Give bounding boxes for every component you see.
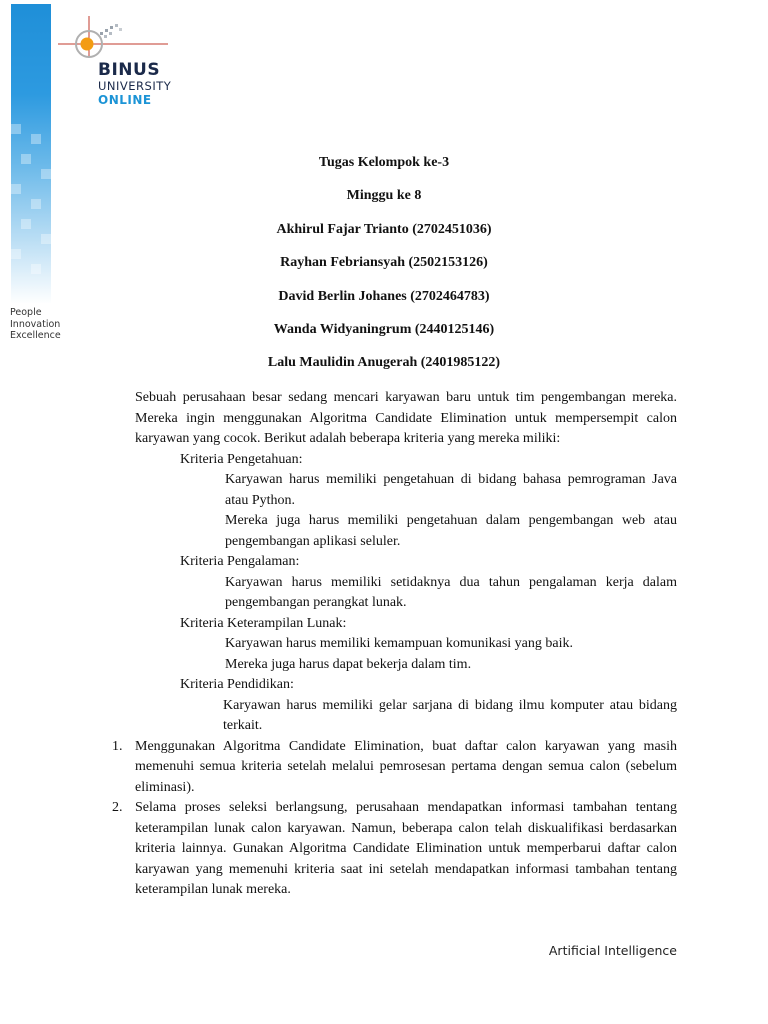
question-number: 2. — [112, 800, 123, 815]
question-number: 1. — [112, 738, 123, 754]
intro-paragraph: Sebuah perusahaan besar sedang mencari karyawan baru untuk tim pengembangan mereka. Mereka ingin menggunakan Algoritma Candidate Elimination untuk mempersempit calon karyawan yang cocok. Berikut adalah beberapa kriteria yang mereka miliki: — [135, 390, 677, 446]
logo-online-text: ONLINE — [98, 93, 152, 107]
question-item — [112, 798, 677, 901]
criteria-heading: Kriteria Pengalaman: — [180, 554, 300, 569]
logo-binus-text: BINUS — [98, 60, 161, 80]
assignment-title: Tugas Kelompok ke-3 — [318, 155, 450, 170]
tagline-people: People — [10, 307, 42, 318]
logo-university-text: UNIVERSITY — [98, 79, 172, 93]
member-name: David Berlin Johanes (2702464783) — [278, 288, 490, 304]
binus-online-logo — [56, 14, 186, 114]
tagline — [10, 307, 61, 342]
criteria-heading: Kriteria Pengetahuan: — [180, 451, 303, 467]
criteria-heading: Kriteria Pendidikan: — [180, 677, 294, 692]
criteria-item: Karyawan harus memiliki kemampuan komunikasi yang baik. — [225, 636, 573, 651]
question-list — [112, 737, 677, 901]
criteria-item: Karyawan harus memiliki pengetahuan di bidang bahasa pemrograman Java atau Python. — [225, 472, 677, 508]
question-item — [112, 737, 677, 799]
member-name: Lalu Maulidin Anugerah (2401985122) — [267, 355, 501, 371]
tagline-excellence: Excellence — [10, 330, 61, 341]
tagline-innovation: Innovation — [10, 318, 61, 330]
decorative-side-band — [11, 4, 51, 304]
question-text: Selama proses seleksi berlangsung, perusahaan mendapatkan informasi tambahan tentang keterampilan lunak calon karyawan. Namun, beberapa calon telah diskualifikasi berdasarkan kriteria lainnya. Gunakan Algoritma Candidate Elimination untuk memperbarui daftar calon karyawan yang memenuhi kriteria saat ini setelah mendapatkan informasi tambahan tentang keterampilan lunak mereka. — [135, 800, 677, 897]
document-body — [112, 388, 677, 901]
criteria-item: Mereka juga harus memiliki pengetahuan dalam pengembangan web atau pengembangan aplikasi seluler. — [225, 513, 677, 549]
criteria-item: Karyawan harus memiliki gelar sarjana di bidang ilmu komputer atau bidang terkait. — [223, 697, 677, 733]
member-name: Wanda Widyaningrum (2440125146) — [273, 321, 495, 337]
criteria-item: Mereka juga harus dapat bekerja dalam tim. — [225, 656, 472, 672]
member-name: Akhirul Fajar Trianto (2702451036) — [276, 221, 492, 237]
assignment-header — [100, 155, 668, 389]
criteria-item: Karyawan harus memiliki setidaknya dua tahun pengalaman kerja dalam pengembangan perangkat lunak. — [225, 574, 677, 610]
week-label: Minggu ke 8 — [346, 188, 422, 204]
question-text: Menggunakan Algoritma Candidate Elimination, buat daftar calon karyawan yang masih memenuhi semua kriteria setelah melalui pemrosesan pertama dengan semua calon (sebelum eliminasi). — [135, 738, 677, 795]
criteria-heading: Kriteria Keterampilan Lunak: — [180, 615, 347, 631]
member-name: Rayhan Febriansyah (2502153126) — [280, 255, 488, 271]
footer-course-name: Artificial Intelligence — [548, 943, 677, 958]
